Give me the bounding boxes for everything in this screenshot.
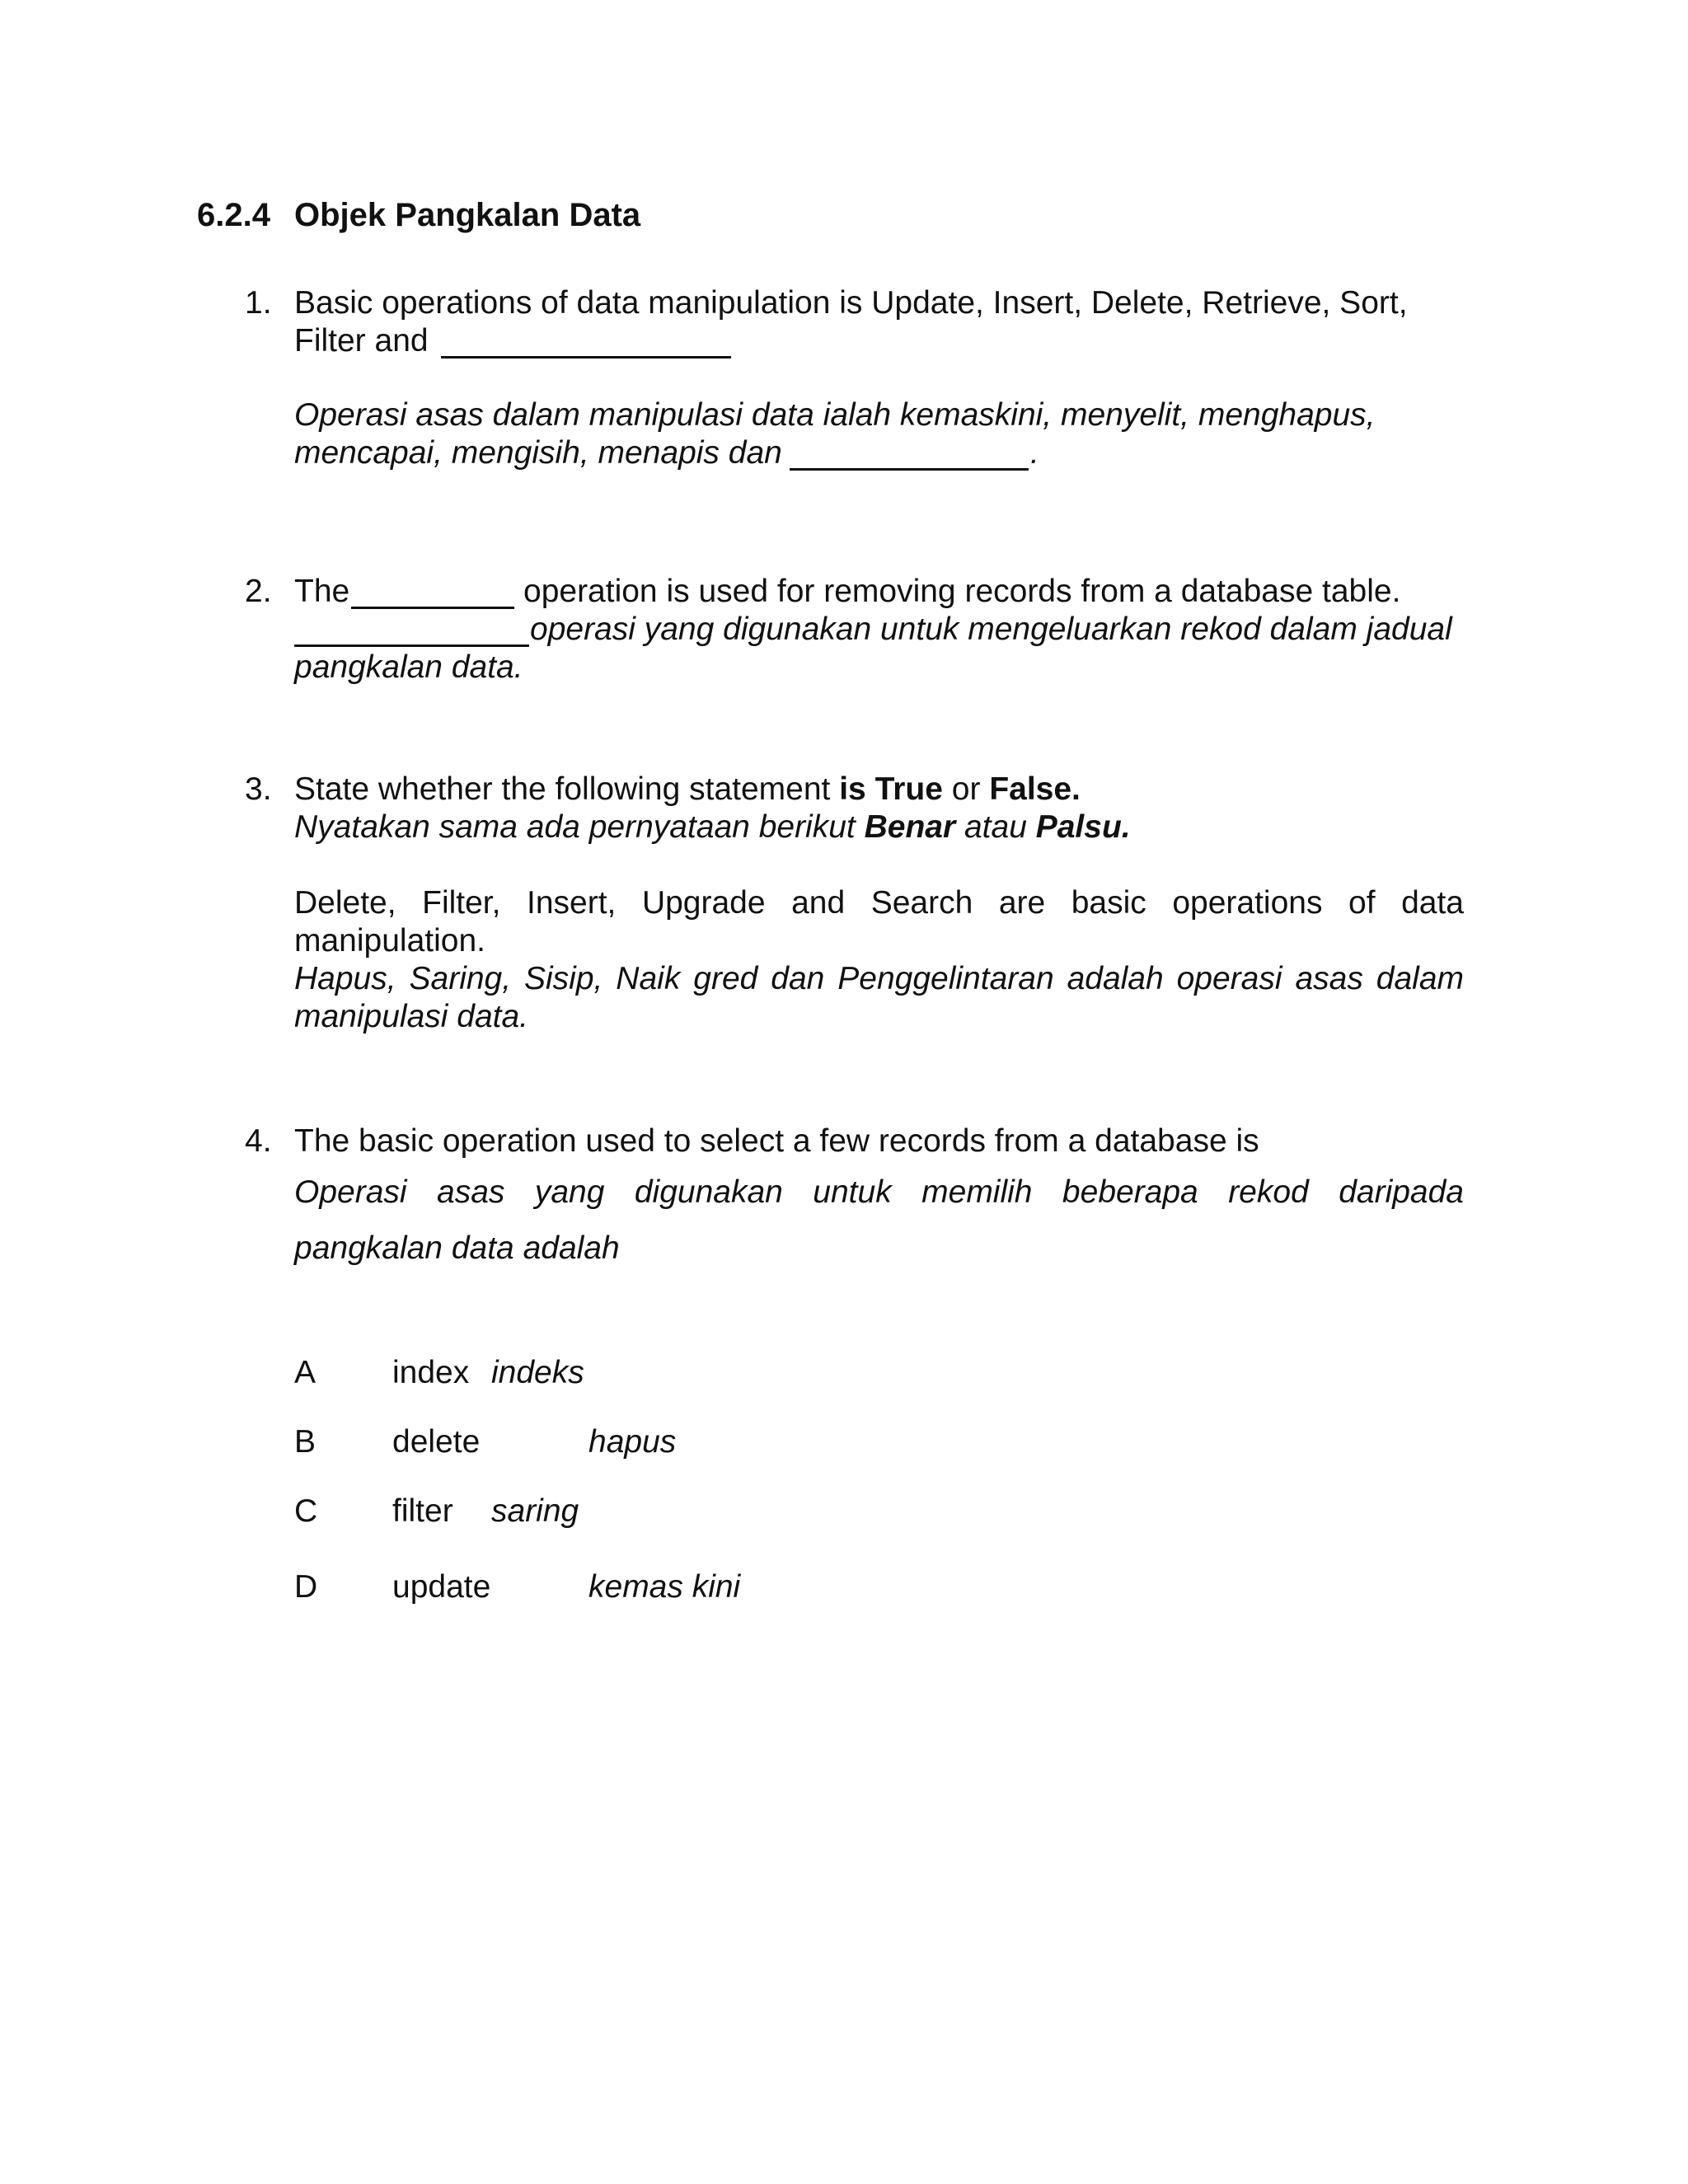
question-text-ms: Operasi asas dalam manipulasi data ialah kemaskini, menyelit, menghapus, xyxy=(294,397,1376,433)
option-letter: D xyxy=(294,1569,318,1605)
text-run: State whether the following statement xyxy=(294,771,840,807)
option-text-ms: hapus xyxy=(588,1424,677,1460)
option-text-ms: indeks xyxy=(491,1355,584,1390)
question-text-ms: operasi yang digunakan untuk mengeluarkan rekod dalam jadual xyxy=(530,612,1452,647)
question-text-ms xyxy=(294,808,1131,846)
option-letter: B xyxy=(294,1424,316,1460)
statement-text-ms: manipulasi data. xyxy=(294,999,529,1034)
option-text-en: update xyxy=(392,1569,491,1605)
answer-blank[interactable] xyxy=(294,644,529,647)
question-number: 3. xyxy=(245,771,272,807)
question-text-en: Filter and xyxy=(294,323,429,359)
question-number: 2. xyxy=(245,574,272,609)
text-run: Nyatakan sama ada pernyataan berikut xyxy=(294,809,865,845)
statement-text-ms: Hapus, Saring, Sisip, Naik gred dan Penggelintaran adalah operasi asas dalam xyxy=(294,961,1464,996)
option-text-en: index xyxy=(392,1355,470,1390)
question-text-ms: . xyxy=(1030,435,1039,471)
answer-blank[interactable] xyxy=(351,607,514,609)
emphasis-benar: Benar xyxy=(864,809,956,845)
question-text-en: operation is used for removing records from a database table. xyxy=(523,574,1401,609)
option-text-en: delete xyxy=(392,1424,481,1460)
question-text-ms: mencapai, mengisih, menapis dan xyxy=(294,435,782,471)
question-text-ms: pangkalan data. xyxy=(294,649,523,685)
option-text-ms: kemas kini xyxy=(588,1569,741,1605)
question-number: 4. xyxy=(245,1123,272,1159)
option-letter: A xyxy=(294,1355,316,1390)
emphasis-true: is True xyxy=(839,771,943,807)
question-text-ms: pangkalan data adalah xyxy=(294,1230,620,1266)
option-text-ms: saring xyxy=(491,1493,579,1529)
emphasis-false: False. xyxy=(989,771,1081,807)
emphasis-palsu: Palsu. xyxy=(1035,809,1131,845)
question-text-en: Basic operations of data manipulation is Update, Insert, Delete, Retrieve, Sort, xyxy=(294,285,1408,321)
section-number: 6.2.4 xyxy=(197,197,270,233)
question-number: 1. xyxy=(245,285,272,321)
question-text-en: The xyxy=(294,574,350,609)
statement-text-en: Delete, Filter, Insert, Upgrade and Search are basic operations of data xyxy=(294,885,1464,921)
question-text-ms: Operasi asas yang digunakan untuk memilih beberapa rekod daripada xyxy=(294,1174,1464,1210)
option-text-en: filter xyxy=(392,1493,453,1529)
answer-blank[interactable] xyxy=(441,356,731,359)
question-text-en xyxy=(294,771,1081,808)
text-run: or xyxy=(942,771,990,807)
statement-text-en: manipulation. xyxy=(294,923,485,958)
section-title: Objek Pangkalan Data xyxy=(294,197,641,233)
option-letter: C xyxy=(294,1493,318,1529)
question-text-en: The basic operation used to select a few records from a database is xyxy=(294,1123,1259,1159)
text-run: atau xyxy=(955,809,1036,845)
answer-blank[interactable] xyxy=(790,468,1029,471)
